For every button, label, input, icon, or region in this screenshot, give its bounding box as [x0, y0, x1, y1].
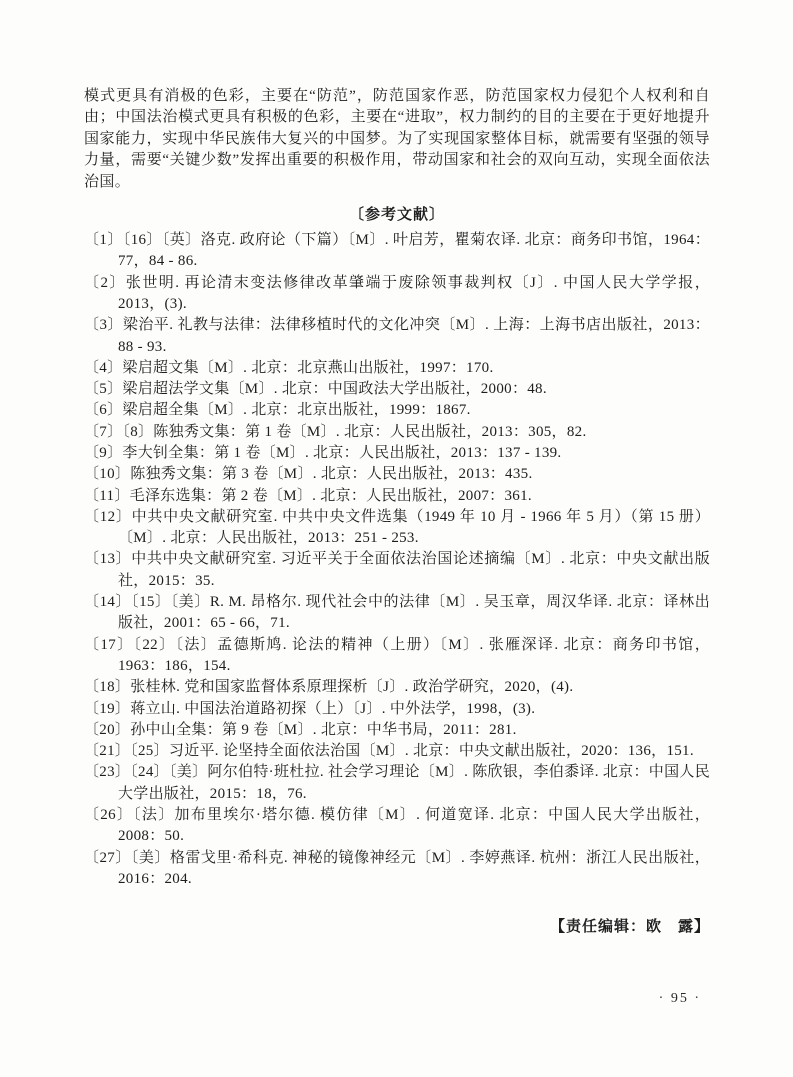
- reference-item: 〔7〕〔8〕陈独秀文集：第 1 卷〔M〕. 北京：人民出版社，2013：305，82.: [84, 423, 587, 440]
- reference-item: 〔10〕陈独秀文集：第 3 卷〔M〕. 北京：人民出版社，2013：435.: [84, 466, 533, 483]
- references-list: [84, 230, 710, 890]
- reference-item: 〔11〕毛泽东选集：第 2 卷〔M〕. 北京：人民出版社，2007：361.: [84, 487, 532, 504]
- page-content: [84, 86, 710, 938]
- references-header: 〔参考文献〕: [348, 207, 445, 224]
- reference-item: 〔20〕孙中山全集：第 9 卷〔M〕. 北京：中华书局，2011：281.: [84, 721, 517, 738]
- reference-item: 〔1〕〔16〕〔英〕洛克. 政府论（下篇）〔M〕. 叶启芳，瞿菊农译. 北京：商务印书馆，1964：77，84 - 86.: [84, 232, 710, 270]
- reference-item: 〔21〕〔25〕习近平. 论坚持全面依法治国〔M〕. 北京：中央文献出版社，2020：136，151.: [84, 743, 694, 760]
- reference-item: 〔27〕〔美〕格雷戈里·希科克. 神秘的镜像神经元〔M〕. 李婷燕译. 杭州：浙江人民出版社，2016：204.: [84, 849, 710, 887]
- reference-item: 〔2〕张世明. 再论清末变法修律改革肇端于废除领事裁判权〔J〕. 中国人民大学学报，2013，(3).: [84, 274, 710, 312]
- reference-item: 〔12〕中共中央文献研究室. 中共中央文件选集（1949 年 10 月 - 1966 年 5 月）（第 15 册）〔M〕. 北京：人民出版社，2013：251 - 253.: [84, 508, 710, 547]
- reference-item: 〔3〕梁治平. 礼教与法律：法律移植时代的文化冲突〔M〕. 上海：上海书店出版社，2013：88 - 93.: [84, 317, 710, 355]
- reference-item: 〔17〕〔22〕〔法〕孟德斯鸠. 论法的精神（上册）〔M〕. 张雁深译. 北京：商务印书馆，1963：186，154.: [84, 636, 710, 674]
- reference-item: 〔23〕〔24〕〔美〕阿尔伯特·班杜拉. 社会学习理论〔M〕. 陈欣银，李伯黍译. 北京：中国人民大学出版社，2015：18，76.: [84, 764, 710, 802]
- reference-item: 〔18〕张桂林. 党和国家监督体系原理探析〔J〕. 政治学研究，2020，(4).: [84, 679, 574, 696]
- reference-item: 〔19〕蒋立山. 中国法治道路初探（上）〔J〕. 中外法学，1998，(3).: [84, 700, 536, 717]
- reference-item: 〔4〕梁启超文集〔M〕. 北京：北京燕山出版社，1997：170.: [84, 359, 494, 376]
- reference-item: 〔6〕梁启超全集〔M〕. 北京：北京出版社，1999：1867.: [84, 402, 471, 419]
- reference-item: 〔5〕梁启超法学文集〔M〕. 北京：中国政法大学出版社，2000：48.: [84, 381, 547, 398]
- editor-credit: 【责任编辑：欧 露】: [549, 919, 710, 936]
- reference-item: 〔14〕〔15〕〔美〕R. M. 昂格尔. 现代社会中的法律〔M〕. 吴玉章，周汉华译. 北京：译林出版社，2001：65 - 66，71.: [84, 594, 710, 632]
- reference-item: 〔26〕〔法〕加布里埃尔·塔尔德. 模仿律〔M〕. 何道宽译. 北京：中国人民大学出版社，2008：50.: [84, 807, 710, 845]
- page-number: · 95 ·: [658, 991, 701, 1006]
- reference-item: 〔9〕李大钊全集：第 1 卷〔M〕. 北京：人民出版社，2013：137 - 139.: [84, 445, 562, 461]
- reference-item: 〔13〕中共中央文献研究室. 习近平关于全面依法治国论述摘编〔M〕. 北京：中央文献出版社，2015：35.: [84, 551, 710, 589]
- intro-paragraph: 模式更具有消极的色彩，主要在“防范”，防范国家作恶，防范国家权力侵犯个人权利和自由；中国法治模式更具有积极的色彩，主要在“进取”，权力制约的目的主要在于更好地提升国家能力，实现中华民族伟大复兴的中国梦。为了实现国家整体目标，就需要有坚强的领导力量，需要“关键少数”发挥出重要的积极作用，带动国家和社会的双向互动，实现全面依法治国。: [84, 88, 710, 190]
